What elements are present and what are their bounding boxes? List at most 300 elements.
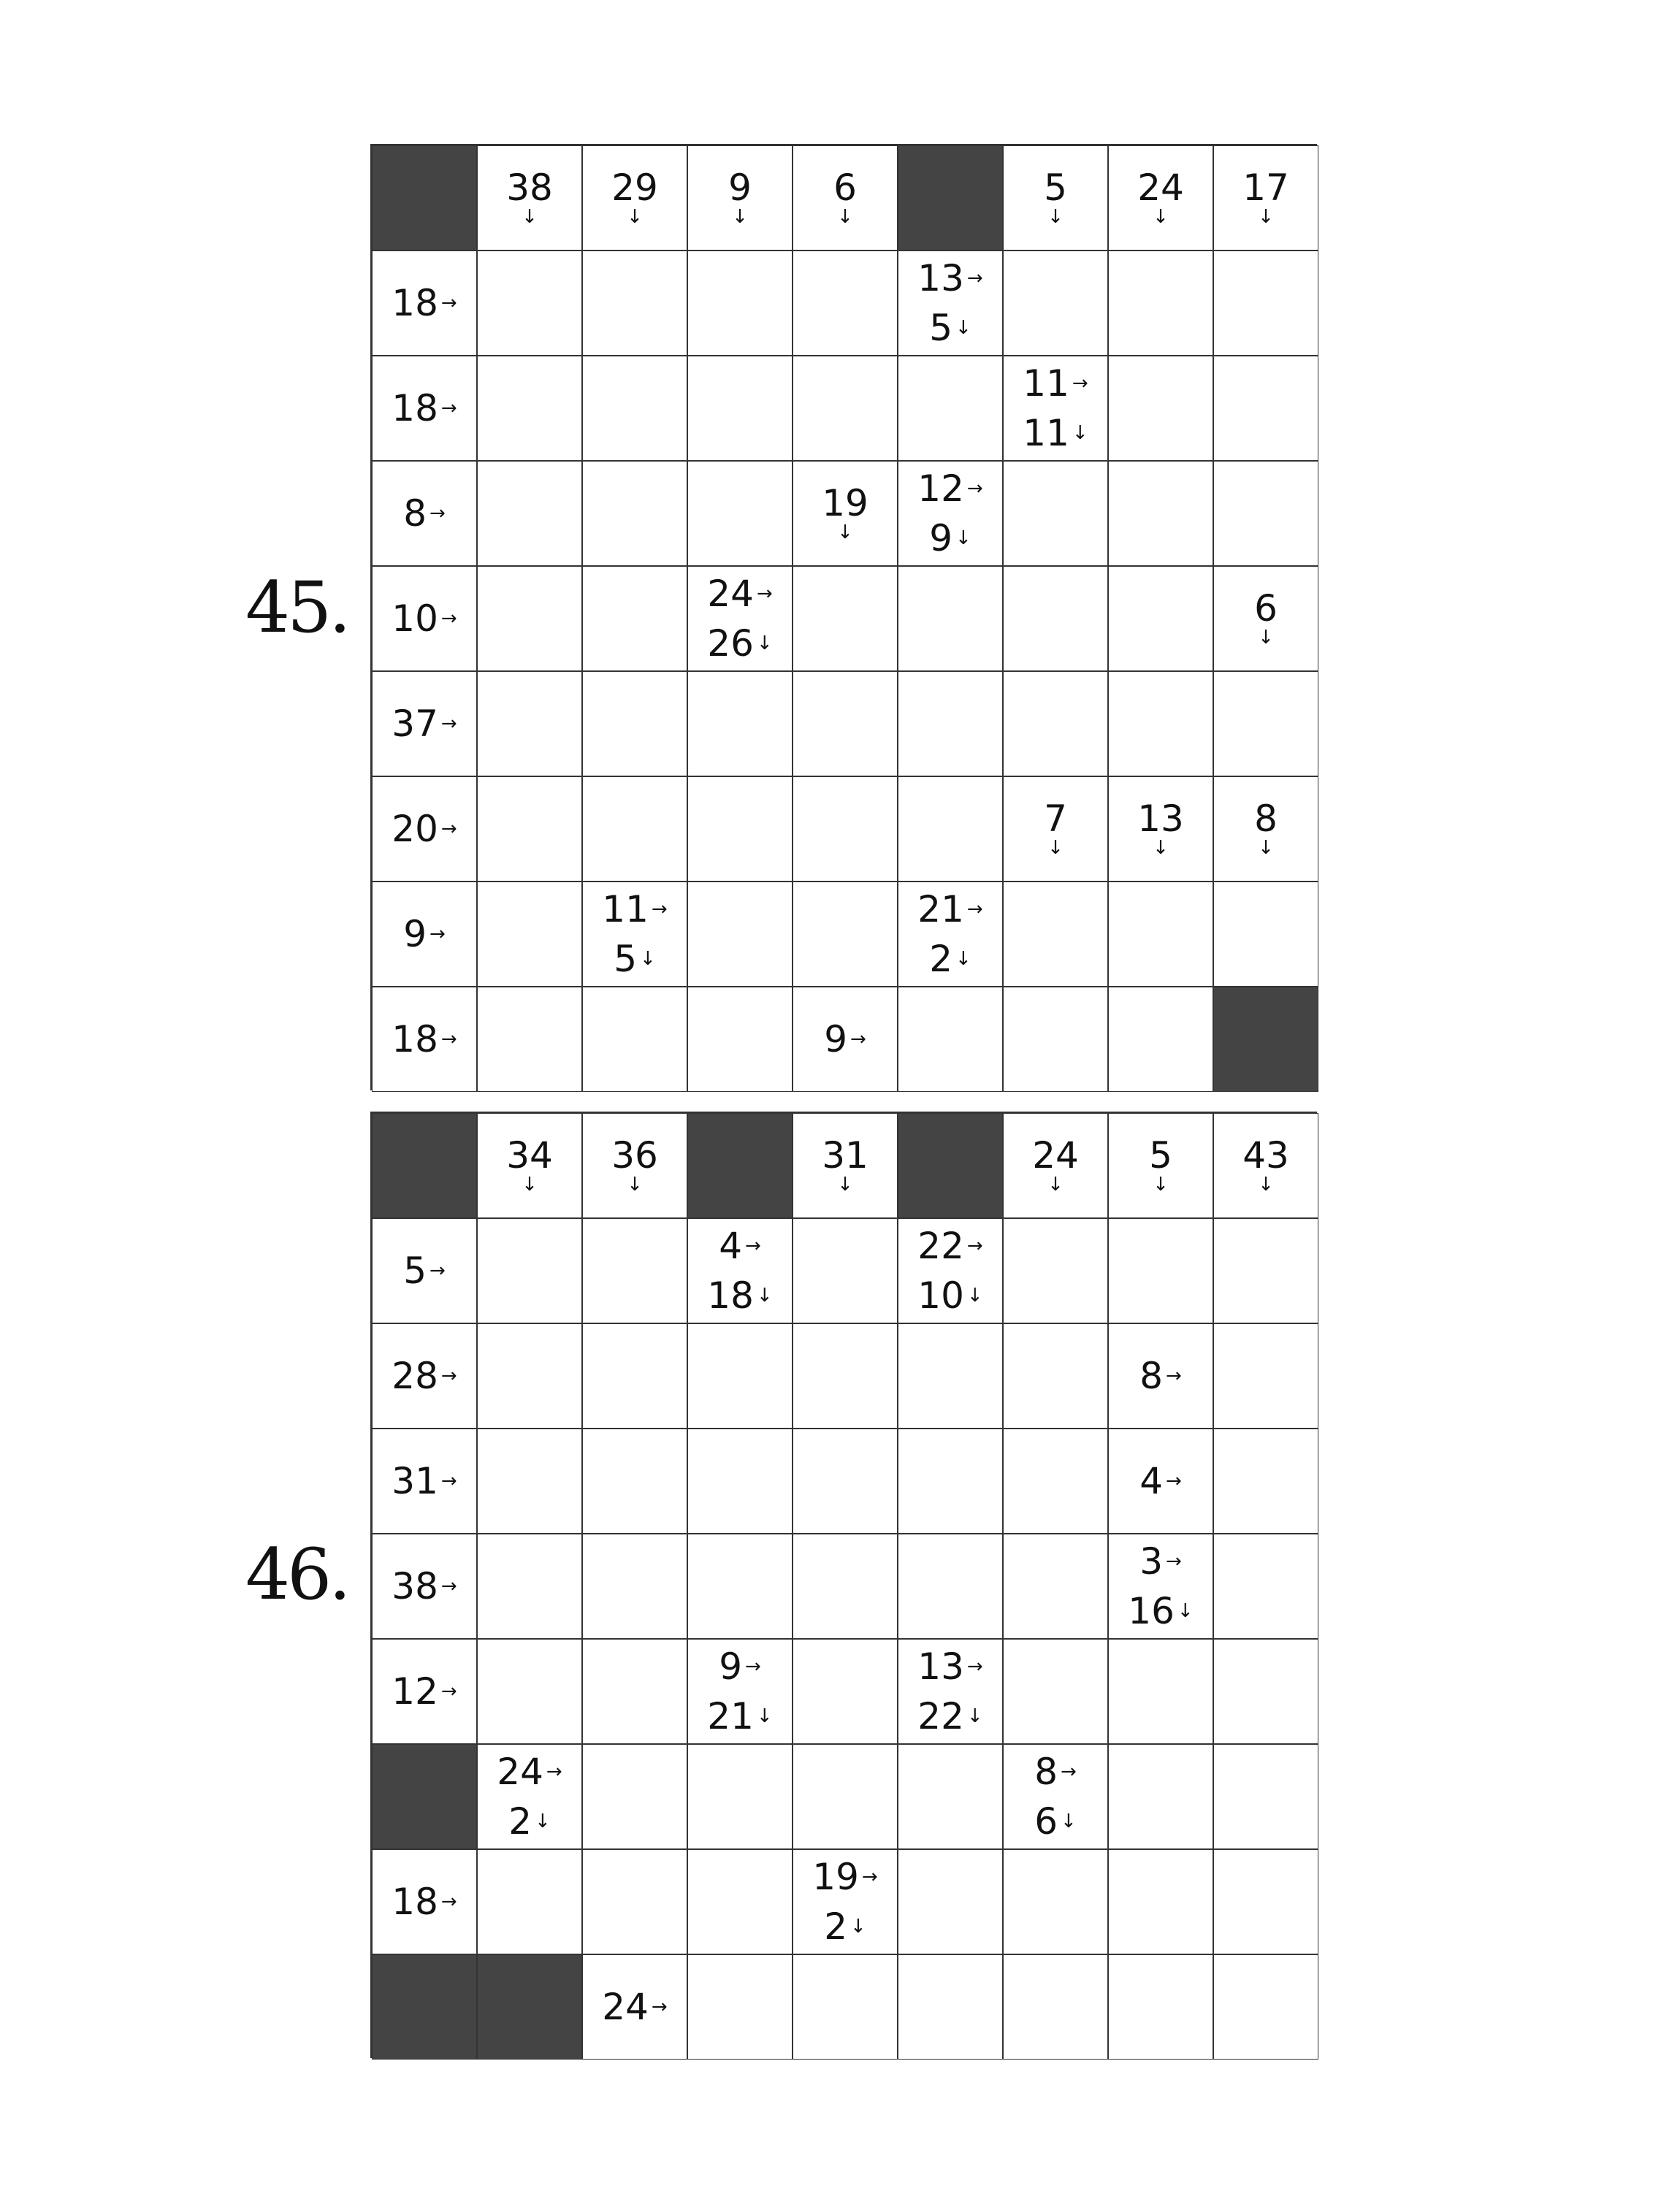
arrow-down-icon: ↓ bbox=[1153, 206, 1169, 228]
answer-cell[interactable] bbox=[477, 566, 582, 671]
answer-cell[interactable] bbox=[687, 1744, 793, 1849]
across-clue bbox=[403, 492, 446, 535]
arrow-right-icon: → bbox=[966, 267, 983, 289]
answer-cell[interactable] bbox=[1213, 1849, 1318, 1954]
black-cell bbox=[898, 1113, 1003, 1218]
down-clue bbox=[1128, 1590, 1194, 1632]
answer-cell[interactable] bbox=[1108, 1639, 1213, 1744]
clue-cell bbox=[1003, 1113, 1108, 1218]
arrow-down-icon: ↓ bbox=[1047, 837, 1064, 859]
arrow-down-icon: ↓ bbox=[1258, 1174, 1274, 1196]
clue-cell bbox=[372, 987, 477, 1092]
arrow-down-icon: ↓ bbox=[1047, 1174, 1064, 1196]
arrow-right-icon: → bbox=[745, 1235, 761, 1257]
answer-cell[interactable] bbox=[793, 1323, 898, 1429]
across-clue-value: 19 bbox=[812, 1856, 859, 1898]
down-clue-value: 18 bbox=[707, 1274, 754, 1317]
clue-cell bbox=[1108, 1429, 1213, 1534]
answer-cell[interactable] bbox=[898, 356, 1003, 461]
answer-cell[interactable] bbox=[1108, 987, 1213, 1092]
answer-cell[interactable] bbox=[793, 1954, 898, 2060]
answer-cell[interactable] bbox=[1003, 1323, 1108, 1429]
down-clue bbox=[917, 1274, 983, 1317]
down-clue-value: 24 bbox=[1032, 1134, 1079, 1177]
arrow-down-icon: ↓ bbox=[640, 948, 656, 970]
down-clue-value: 29 bbox=[611, 167, 658, 209]
down-clue-value: 43 bbox=[1242, 1134, 1289, 1177]
down-clue-value: 13 bbox=[1137, 798, 1184, 840]
arrow-down-icon: ↓ bbox=[837, 1174, 853, 1196]
answer-cell[interactable] bbox=[1108, 1849, 1213, 1954]
answer-cell[interactable] bbox=[582, 1218, 687, 1323]
answer-cell[interactable] bbox=[1003, 1639, 1108, 1744]
answer-cell[interactable] bbox=[477, 987, 582, 1092]
clue-cell bbox=[582, 1954, 687, 2060]
arrow-right-icon: → bbox=[546, 1761, 562, 1783]
down-clue bbox=[1023, 412, 1088, 454]
arrow-right-icon: → bbox=[440, 1680, 457, 1702]
answer-cell[interactable] bbox=[793, 251, 898, 356]
answer-cell[interactable] bbox=[793, 1534, 898, 1639]
answer-cell[interactable] bbox=[1213, 1323, 1318, 1429]
across-clue-value: 13 bbox=[917, 1645, 964, 1688]
kakuro-grid-46 bbox=[370, 1112, 1317, 2058]
arrow-right-icon: → bbox=[440, 1365, 457, 1387]
arrow-down-icon: ↓ bbox=[837, 206, 853, 228]
puzzle-number-46: 46. bbox=[245, 1534, 348, 1615]
across-clue bbox=[917, 467, 983, 510]
arrow-down-icon: ↓ bbox=[966, 1705, 983, 1727]
arrow-down-icon: ↓ bbox=[1177, 1600, 1194, 1622]
down-clue-value: 19 bbox=[822, 482, 868, 524]
answer-cell[interactable] bbox=[793, 1744, 898, 1849]
down-clue-value: 2 bbox=[929, 938, 952, 980]
black-cell bbox=[1213, 987, 1318, 1092]
answer-cell[interactable] bbox=[1003, 1534, 1108, 1639]
down-clue bbox=[707, 1274, 773, 1317]
arrow-right-icon: → bbox=[440, 1575, 457, 1597]
across-clue bbox=[917, 888, 983, 930]
clue-cell bbox=[372, 461, 477, 566]
down-clue bbox=[707, 1695, 773, 1737]
answer-cell[interactable] bbox=[898, 671, 1003, 776]
answer-cell[interactable] bbox=[1213, 1218, 1318, 1323]
arrow-right-icon: → bbox=[1166, 1470, 1182, 1492]
clue-cell bbox=[1108, 1113, 1213, 1218]
arrow-down-icon: ↓ bbox=[1047, 206, 1064, 228]
arrow-right-icon: → bbox=[440, 1028, 457, 1050]
answer-cell[interactable] bbox=[793, 1218, 898, 1323]
clue-cell bbox=[793, 987, 898, 1092]
across-clue-value: 9 bbox=[824, 1018, 847, 1060]
across-clue-value: 24 bbox=[497, 1751, 543, 1793]
clue-cell bbox=[372, 1429, 477, 1534]
clue-cell bbox=[1213, 145, 1318, 251]
clue-cell bbox=[1213, 566, 1318, 671]
across-clue-value: 18 bbox=[392, 282, 438, 324]
answer-cell[interactable] bbox=[687, 1429, 793, 1534]
arrow-down-icon: ↓ bbox=[837, 521, 853, 543]
clue-cell bbox=[1108, 776, 1213, 882]
puzzle-number-45: 45. bbox=[245, 567, 348, 649]
answer-cell[interactable] bbox=[582, 776, 687, 882]
clue-cell bbox=[372, 1323, 477, 1429]
clue-cell bbox=[898, 1639, 1003, 1744]
across-clue-value: 20 bbox=[392, 808, 438, 850]
black-cell bbox=[372, 1744, 477, 1849]
answer-cell[interactable] bbox=[477, 1323, 582, 1429]
black-cell bbox=[372, 1113, 477, 1218]
answer-cell[interactable] bbox=[793, 356, 898, 461]
arrow-right-icon: → bbox=[440, 397, 457, 419]
across-clue-value: 11 bbox=[602, 888, 649, 930]
across-clue bbox=[1023, 362, 1088, 405]
down-clue-value: 2 bbox=[824, 1905, 847, 1948]
down-clue-value: 6 bbox=[1254, 587, 1278, 630]
answer-cell[interactable] bbox=[582, 1744, 687, 1849]
arrow-right-icon: → bbox=[966, 1235, 983, 1257]
answer-cell[interactable] bbox=[898, 1849, 1003, 1954]
arrow-down-icon: ↓ bbox=[732, 206, 748, 228]
arrow-right-icon: → bbox=[651, 898, 668, 920]
clue-cell bbox=[1108, 145, 1213, 251]
across-clue bbox=[1139, 1540, 1182, 1583]
clue-cell bbox=[1213, 776, 1318, 882]
across-clue-value: 8 bbox=[1034, 1751, 1058, 1793]
answer-cell[interactable] bbox=[687, 461, 793, 566]
across-clue-value: 24 bbox=[707, 573, 754, 615]
down-clue-value: 36 bbox=[611, 1134, 658, 1177]
across-clue bbox=[403, 913, 446, 955]
down-clue bbox=[824, 1905, 866, 1948]
answer-cell[interactable] bbox=[793, 671, 898, 776]
clue-cell bbox=[793, 1849, 898, 1954]
across-clue-value: 9 bbox=[719, 1645, 742, 1688]
clue-cell bbox=[1003, 356, 1108, 461]
clue-cell bbox=[1108, 1323, 1213, 1429]
answer-cell[interactable] bbox=[1213, 882, 1318, 987]
down-clue-value: 26 bbox=[707, 622, 754, 665]
arrow-down-icon: ↓ bbox=[850, 1916, 866, 1938]
arrow-right-icon: → bbox=[1166, 1365, 1182, 1387]
across-clue bbox=[392, 1018, 457, 1060]
clue-cell bbox=[372, 356, 477, 461]
arrow-right-icon: → bbox=[861, 1866, 878, 1888]
clue-cell bbox=[1213, 1113, 1318, 1218]
down-clue bbox=[917, 1695, 983, 1737]
answer-cell[interactable] bbox=[582, 1849, 687, 1954]
clue-cell bbox=[582, 1113, 687, 1218]
across-clue bbox=[602, 888, 668, 930]
across-clue bbox=[392, 1355, 457, 1397]
arrow-right-icon: → bbox=[440, 818, 457, 840]
arrow-down-icon: ↓ bbox=[955, 527, 971, 549]
arrow-right-icon: → bbox=[440, 1891, 457, 1913]
across-clue bbox=[392, 703, 457, 745]
answer-cell[interactable] bbox=[1213, 1744, 1318, 1849]
down-clue bbox=[614, 938, 656, 980]
arrow-right-icon: → bbox=[429, 1260, 446, 1282]
down-clue-value: 17 bbox=[1242, 167, 1289, 209]
answer-cell[interactable] bbox=[1213, 461, 1318, 566]
down-clue-value: 38 bbox=[506, 167, 553, 209]
answer-cell[interactable] bbox=[477, 1639, 582, 1744]
clue-cell bbox=[898, 882, 1003, 987]
down-clue-value: 22 bbox=[917, 1695, 964, 1737]
answer-cell[interactable] bbox=[1003, 1429, 1108, 1534]
arrow-down-icon: ↓ bbox=[627, 206, 643, 228]
clue-cell bbox=[372, 1218, 477, 1323]
arrow-down-icon: ↓ bbox=[756, 632, 773, 654]
across-clue-value: 37 bbox=[392, 703, 438, 745]
arrow-right-icon: → bbox=[756, 583, 773, 605]
clue-cell bbox=[582, 882, 687, 987]
across-clue-value: 9 bbox=[403, 913, 427, 955]
across-clue-value: 8 bbox=[403, 492, 427, 535]
arrow-down-icon: ↓ bbox=[1258, 627, 1274, 649]
answer-cell[interactable] bbox=[1213, 356, 1318, 461]
answer-cell[interactable] bbox=[898, 1429, 1003, 1534]
answer-cell[interactable] bbox=[477, 1218, 582, 1323]
answer-cell[interactable] bbox=[687, 356, 793, 461]
down-clue-value: 34 bbox=[506, 1134, 553, 1177]
down-clue-value: 9 bbox=[929, 517, 952, 559]
arrow-down-icon: ↓ bbox=[1072, 422, 1088, 444]
answer-cell[interactable] bbox=[477, 461, 582, 566]
arrow-right-icon: → bbox=[966, 478, 983, 500]
answer-cell[interactable] bbox=[1213, 671, 1318, 776]
answer-cell[interactable] bbox=[898, 776, 1003, 882]
clue-cell bbox=[372, 251, 477, 356]
arrow-right-icon: → bbox=[440, 713, 457, 735]
arrow-right-icon: → bbox=[1166, 1550, 1182, 1572]
answer-cell[interactable] bbox=[687, 1534, 793, 1639]
clue-cell bbox=[477, 1744, 582, 1849]
answer-cell[interactable] bbox=[1108, 1218, 1213, 1323]
clue-cell bbox=[1108, 1534, 1213, 1639]
answer-cell[interactable] bbox=[793, 882, 898, 987]
across-clue bbox=[392, 1565, 457, 1607]
across-clue bbox=[1139, 1460, 1182, 1502]
arrow-right-icon: → bbox=[429, 502, 446, 524]
answer-cell[interactable] bbox=[687, 1849, 793, 1954]
clue-cell bbox=[477, 1113, 582, 1218]
answer-cell[interactable] bbox=[687, 776, 793, 882]
clue-cell bbox=[687, 145, 793, 251]
across-clue-value: 13 bbox=[917, 257, 964, 299]
clue-cell bbox=[582, 145, 687, 251]
across-clue bbox=[719, 1645, 761, 1688]
answer-cell[interactable] bbox=[1213, 1534, 1318, 1639]
down-clue-value: 10 bbox=[917, 1274, 964, 1317]
arrow-down-icon: ↓ bbox=[955, 317, 971, 339]
down-clue bbox=[508, 1800, 551, 1843]
answer-cell[interactable] bbox=[477, 671, 582, 776]
down-clue-value: 24 bbox=[1137, 167, 1184, 209]
answer-cell[interactable] bbox=[793, 1429, 898, 1534]
answer-cell[interactable] bbox=[793, 566, 898, 671]
answer-cell[interactable] bbox=[1108, 1744, 1213, 1849]
across-clue-value: 4 bbox=[719, 1225, 742, 1267]
down-clue-value: 16 bbox=[1128, 1590, 1175, 1632]
arrow-down-icon: ↓ bbox=[1153, 1174, 1169, 1196]
clue-cell bbox=[1003, 1744, 1108, 1849]
answer-cell[interactable] bbox=[1213, 251, 1318, 356]
answer-cell[interactable] bbox=[1003, 671, 1108, 776]
clue-cell bbox=[372, 1849, 477, 1954]
across-clue-value: 5 bbox=[403, 1250, 427, 1292]
arrow-down-icon: ↓ bbox=[1258, 837, 1274, 859]
arrow-down-icon: ↓ bbox=[756, 1285, 773, 1307]
answer-cell[interactable] bbox=[477, 1429, 582, 1534]
answer-cell[interactable] bbox=[477, 251, 582, 356]
across-clue bbox=[719, 1225, 761, 1267]
across-clue bbox=[392, 1670, 457, 1713]
answer-cell[interactable] bbox=[898, 1534, 1003, 1639]
down-clue-value: 9 bbox=[728, 167, 752, 209]
answer-cell[interactable] bbox=[1108, 251, 1213, 356]
answer-cell[interactable] bbox=[1108, 356, 1213, 461]
clue-cell bbox=[372, 566, 477, 671]
clue-cell bbox=[898, 461, 1003, 566]
down-clue-value: 5 bbox=[929, 307, 952, 349]
arrow-right-icon: → bbox=[429, 923, 446, 945]
answer-cell[interactable] bbox=[1108, 1954, 1213, 2060]
answer-cell[interactable] bbox=[582, 251, 687, 356]
arrow-down-icon: ↓ bbox=[1153, 837, 1169, 859]
across-clue-value: 12 bbox=[392, 1670, 438, 1713]
clue-cell bbox=[687, 1218, 793, 1323]
answer-cell[interactable] bbox=[1213, 1954, 1318, 2060]
answer-cell[interactable] bbox=[582, 1429, 687, 1534]
across-clue bbox=[392, 1881, 457, 1923]
answer-cell[interactable] bbox=[898, 1954, 1003, 2060]
arrow-right-icon: → bbox=[440, 1470, 457, 1492]
arrow-down-icon: ↓ bbox=[627, 1174, 643, 1196]
answer-cell[interactable] bbox=[582, 987, 687, 1092]
answer-cell[interactable] bbox=[687, 987, 793, 1092]
across-clue bbox=[392, 282, 457, 324]
down-clue-value: 21 bbox=[707, 1695, 754, 1737]
across-clue-value: 12 bbox=[917, 467, 964, 510]
across-clue-value: 24 bbox=[602, 1986, 649, 2028]
answer-cell[interactable] bbox=[1108, 882, 1213, 987]
answer-cell[interactable] bbox=[477, 356, 582, 461]
across-clue-value: 11 bbox=[1023, 362, 1069, 405]
across-clue bbox=[917, 1645, 983, 1688]
down-clue bbox=[929, 517, 971, 559]
arrow-right-icon: → bbox=[440, 608, 457, 630]
answer-cell[interactable] bbox=[687, 882, 793, 987]
clue-cell bbox=[793, 461, 898, 566]
answer-cell[interactable] bbox=[687, 1954, 793, 2060]
across-clue bbox=[392, 597, 457, 640]
answer-cell[interactable] bbox=[898, 987, 1003, 1092]
arrow-down-icon: ↓ bbox=[535, 1810, 551, 1832]
down-clue-value: 7 bbox=[1044, 798, 1067, 840]
answer-cell[interactable] bbox=[477, 1849, 582, 1954]
across-clue bbox=[1139, 1355, 1182, 1397]
answer-cell[interactable] bbox=[582, 671, 687, 776]
across-clue bbox=[824, 1018, 866, 1060]
answer-cell[interactable] bbox=[1108, 461, 1213, 566]
answer-cell[interactable] bbox=[1108, 566, 1213, 671]
clue-cell bbox=[1003, 145, 1108, 251]
answer-cell[interactable] bbox=[1213, 1639, 1318, 1744]
answer-cell[interactable] bbox=[687, 671, 793, 776]
down-clue-value: 6 bbox=[833, 167, 857, 209]
answer-cell[interactable] bbox=[582, 1534, 687, 1639]
answer-cell[interactable] bbox=[582, 1323, 687, 1429]
across-clue bbox=[917, 257, 983, 299]
across-clue-value: 28 bbox=[392, 1355, 438, 1397]
answer-cell[interactable] bbox=[1003, 1218, 1108, 1323]
answer-cell[interactable] bbox=[582, 461, 687, 566]
clue-cell bbox=[372, 1534, 477, 1639]
answer-cell[interactable] bbox=[687, 1323, 793, 1429]
answer-cell[interactable] bbox=[1003, 882, 1108, 987]
down-clue-value: 11 bbox=[1023, 412, 1069, 454]
answer-cell[interactable] bbox=[898, 566, 1003, 671]
answer-cell[interactable] bbox=[477, 882, 582, 987]
across-clue bbox=[392, 808, 457, 850]
answer-cell[interactable] bbox=[793, 1639, 898, 1744]
answer-cell[interactable] bbox=[898, 1744, 1003, 1849]
across-clue bbox=[392, 1460, 457, 1502]
black-cell bbox=[372, 1954, 477, 2060]
answer-cell[interactable] bbox=[898, 1323, 1003, 1429]
across-clue bbox=[392, 387, 457, 429]
clue-cell bbox=[477, 145, 582, 251]
answer-cell[interactable] bbox=[1003, 461, 1108, 566]
clue-cell bbox=[793, 1113, 898, 1218]
answer-cell[interactable] bbox=[1213, 1429, 1318, 1534]
arrow-right-icon: → bbox=[745, 1656, 761, 1678]
answer-cell[interactable] bbox=[1003, 1849, 1108, 1954]
clue-cell bbox=[372, 882, 477, 987]
answer-cell[interactable] bbox=[687, 251, 793, 356]
clue-cell bbox=[687, 566, 793, 671]
arrow-down-icon: ↓ bbox=[756, 1705, 773, 1727]
answer-cell[interactable] bbox=[1003, 566, 1108, 671]
answer-cell[interactable] bbox=[582, 1639, 687, 1744]
across-clue-value: 18 bbox=[392, 1018, 438, 1060]
across-clue-value: 8 bbox=[1139, 1355, 1163, 1397]
black-cell bbox=[687, 1113, 793, 1218]
answer-cell[interactable] bbox=[1003, 987, 1108, 1092]
down-clue bbox=[707, 622, 773, 665]
answer-cell[interactable] bbox=[1108, 671, 1213, 776]
down-clue bbox=[929, 938, 971, 980]
arrow-down-icon: ↓ bbox=[522, 1174, 538, 1196]
black-cell bbox=[477, 1954, 582, 2060]
clue-cell bbox=[372, 671, 477, 776]
answer-cell[interactable] bbox=[582, 566, 687, 671]
answer-cell[interactable] bbox=[793, 776, 898, 882]
clue-cell bbox=[793, 145, 898, 251]
down-clue-value: 5 bbox=[1149, 1134, 1172, 1177]
answer-cell[interactable] bbox=[1003, 251, 1108, 356]
answer-cell[interactable] bbox=[477, 776, 582, 882]
answer-cell[interactable] bbox=[1003, 1954, 1108, 2060]
arrow-right-icon: → bbox=[966, 1656, 983, 1678]
across-clue bbox=[497, 1751, 562, 1793]
clue-cell bbox=[898, 1218, 1003, 1323]
across-clue-value: 18 bbox=[392, 1881, 438, 1923]
arrow-down-icon: ↓ bbox=[966, 1285, 983, 1307]
answer-cell[interactable] bbox=[582, 356, 687, 461]
answer-cell[interactable] bbox=[477, 1534, 582, 1639]
